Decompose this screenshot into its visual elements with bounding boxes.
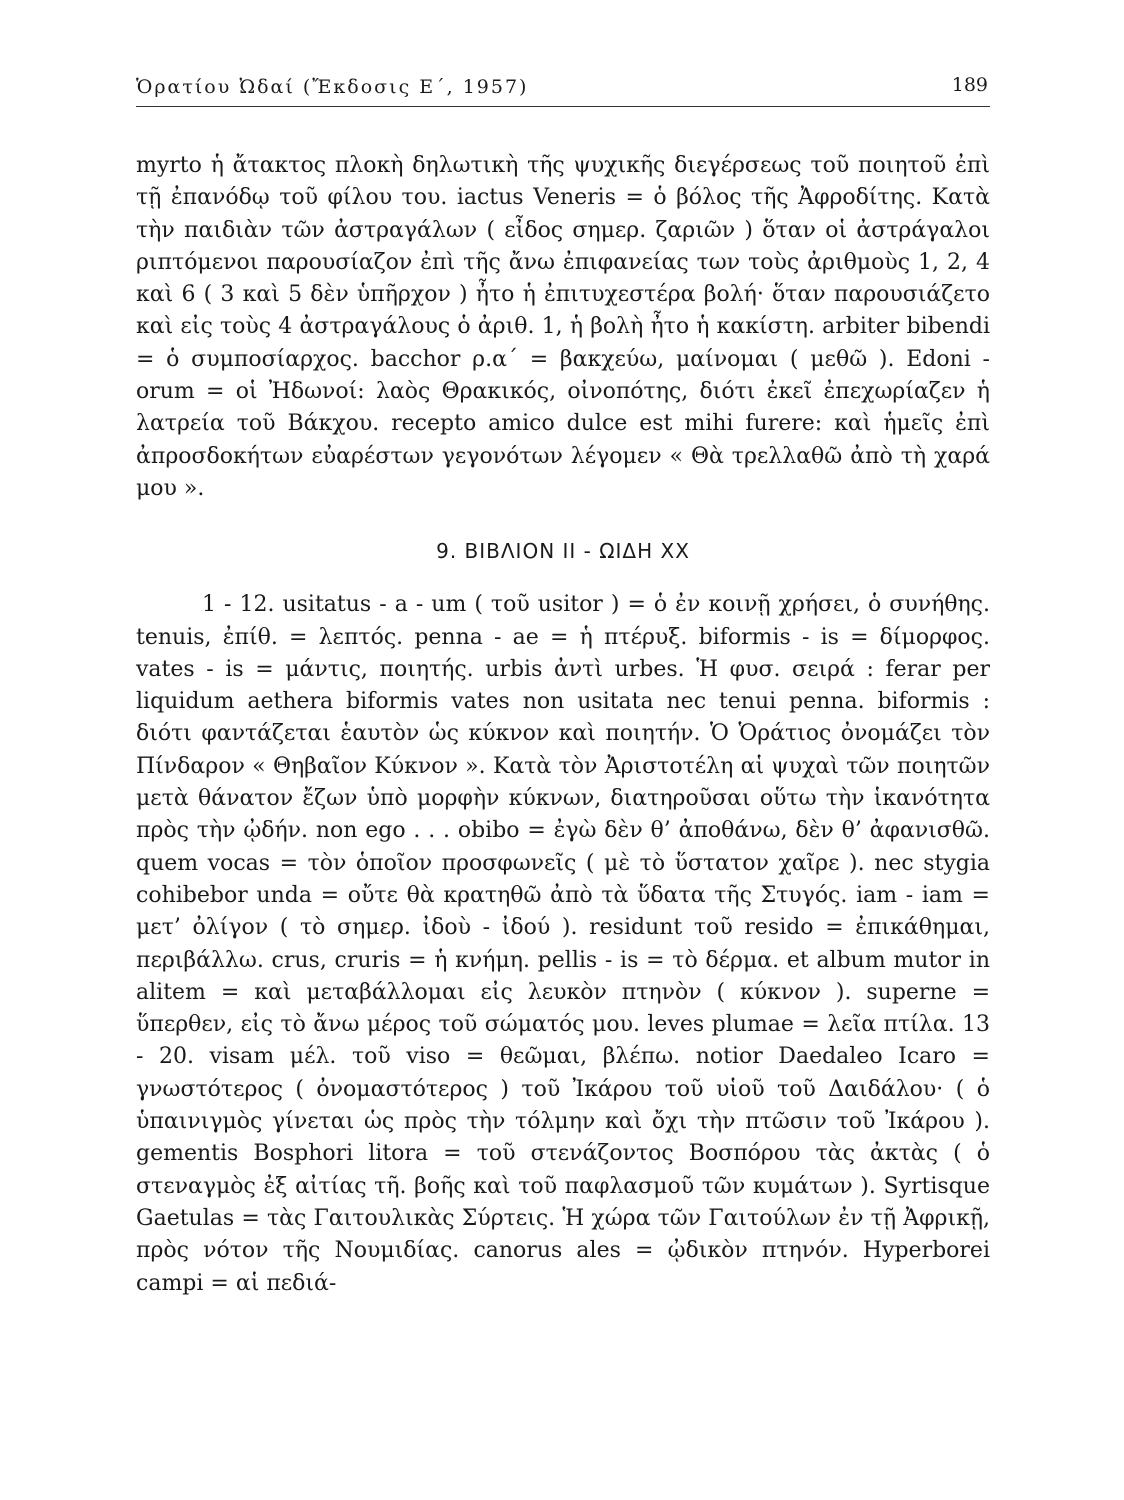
page-header — [136, 70, 990, 107]
running-head: Ὁρατίου Ὠδαί (Ἔκδοσις Ε΄, 1957) — [136, 76, 529, 98]
commentary-paragraph: 1 - 12. usitatus - a - um ( τοῦ usitor ) = ὁ ἐν κοινῇ χρήσει, ὁ συνήθης. tenuis, ἐπίθ. = λεπτός. penna - ae = ἡ πτέρυξ. biformis - is = δίμορφος. vates - is = μάντις, ποιητής. urbis ἀντὶ urbes. Ἡ φυσ. σειρά : ferar per liquidum aethera biformis vates non usitata nec tenui penna. biformis : διότι φαντάζεται ἑαυτὸν ὡς κύκνον καὶ ποιητήν. Ὁ Ὁράτιος ὀνομάζει τὸν Πίνδαρον « Θηβαῖον Κύκνον ». Κατὰ τὸν Ἀριστοτέλη αἱ ψυχαὶ τῶν ποιητῶν μετὰ θάνατον ἔζων ὑπὸ μορφὴν κύκνων, διατηροῦσαι οὕτω τὴν ἱκανότητα πρὸς τὴν ᾠδήν. non ego . . . obibo = ἐγὼ δὲν θ’ ἀποθάνω, δὲν θ’ ἀφανισθῶ. quem vocas = τὸν ὁποῖον προσφωνεῖς ( μὲ τὸ ὕστατον χαῖρε ). nec stygia cohibebor unda = οὔτε θὰ κρατηθῶ ἀπὸ τὰ ὕδατα τῆς Στυγός. iam - iam = μετ’ ὀλίγον ( τὸ σημερ. ἰδοὺ - ἰδού ). residunt τοῦ resido = ἐπικάθημαι, περιβάλλω. crus, cruris = ἡ κνήμη. pellis - is = τὸ δέρμα. et album mutor in alitem = καὶ μεταβάλλομαι εἰς λευκὸν πτηνὸν ( κύκνον ). superne = ὕπερθεν, εἰς τὸ ἄνω μέρος τοῦ σώματός μου. leves plumae = λεῖα πτίλα. 13 - 20. visam μέλ. τοῦ viso = θεῶμαι, βλέπω. notior Daedaleo Icaro = γνωστότερος ( ὀνομαστότερος ) τοῦ Ἰκάρου τοῦ υἱοῦ τοῦ Δαιδάλου· ( ὁ ὑπαινιγμὸς γίνεται ὡς πρὸς τὴν τόλμην καὶ ὄχι τὴν πτῶσιν τοῦ Ἰκάρου ). gementis Bosphori litora = τοῦ στενάζοντος Βοσπόρου τὰς ἀκτὰς ( ὁ στεναγμὸς ἐξ αἰτίας τῆ. βοῆς καὶ τοῦ παφλασμοῦ τῶν κυμάτων ). Syrtisque Gaetulas = τὰς Γαιτουλικὰς Σύρτεις. Ἡ χώρα τῶν Γαιτούλων ἐν τῇ Ἀφρικῇ, πρὸς νότον τῆς Νουμιδίας. canorus ales = ᾠδικὸν πτηνόν. Hyperborei campi = αἱ πεδιά- — [136, 592, 990, 1296]
page-number: 189 — [951, 74, 988, 96]
page-body — [136, 150, 990, 1300]
commentary-paragraph: myrto ἡ ἄτακτος πλοκὴ δηλωτικὴ τῆς ψυχικῆς διεγέρσεως τοῦ ποιητοῦ ἐπὶ τῇ ἐπανόδῳ τοῦ φίλου του. iactus Veneris = ὁ βόλος τῆς Ἀφροδίτης. Κατὰ τὴν παιδιὰν τῶν ἀστραγάλων ( εἶδος σημερ. ζαριῶν ) ὅταν οἱ ἀστράγαλοι ριπτόμενοι παρουσίαζον ἐπὶ τῆς ἄνω ἐπιφανείας των τοὺς ἀριθμοὺς 1, 2, 4 καὶ 6 ( 3 καὶ 5 δὲν ὑπῆρχον ) ἦτο ἡ ἐπιτυχεστέρα βολή· ὅταν παρουσιάζετο καὶ εἰς τοὺς 4 ἀστραγάλους ὁ ἀριθ. 1, ἡ βολὴ ἦτο ἡ κακίστη. arbiter bibendi = ὁ συμποσίαρχος. bacchor ρ.α΄ = βακχεύω, μαίνομαι ( μεθῶ ). Edoni - orum = οἱ Ἠδωνοί: λαὸς Θρακικός, οἰνοπότης, διότι ἐκεῖ ἐπεχωρίαζεν ἡ λατρεία τοῦ Βάκχου. recepto amico dulce est mihi furere: καὶ ἡμεῖς ἐπὶ ἀπροσδοκήτων εὐαρέστων γεγονότων λέγομεν « Θὰ τρελλαθῶ ἀπὸ τὴ χαρά μου ». — [136, 153, 990, 501]
section-title: 9. ΒΙΒΛΙΟΝ ΙΙ - ΩΙΔΗ ΧΧ — [436, 539, 690, 564]
